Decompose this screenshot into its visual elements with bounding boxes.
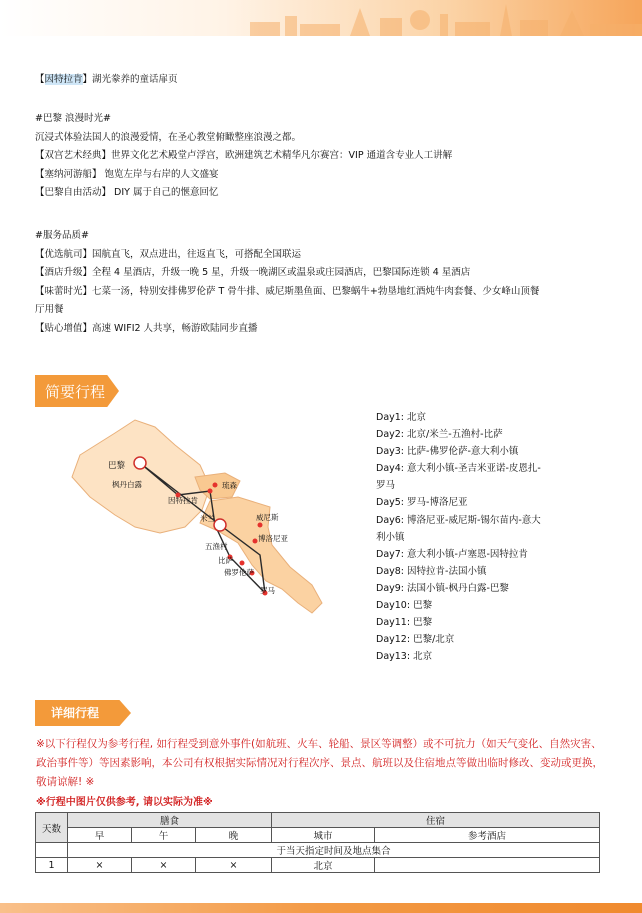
service-item: 【酒店升级】全程 4 星酒店，升级一晚 5 星，升级一晚湖区或温泉或庄园酒店，巴黎国际连锁 4 星酒店	[35, 267, 471, 278]
day-item: Day5: 罗马-博洛尼亚	[376, 497, 468, 509]
day-item: Day13: 北京	[376, 651, 433, 663]
day-item: 罗马	[376, 480, 396, 492]
top-banner-skyline	[0, 0, 642, 36]
label-cinqueterre: 五渔村	[205, 542, 228, 551]
label-pisa: 比萨	[218, 556, 233, 565]
day-item: Day6: 博洛尼亚-威尼斯-锡尔苗内-意大	[376, 514, 541, 526]
france-shape	[72, 420, 210, 533]
service-section	[35, 227, 615, 338]
service-item: 【味蕾时光】七菜一汤，特别安排佛罗伦萨 T 骨牛排、威尼斯墨鱼面、巴黎蜗牛+勃垦地红酒炖牛肉套餐、少女峰山顶餐	[35, 285, 540, 297]
label-milan: 米兰	[200, 514, 215, 523]
paris-item: 【塞纳河游船】 饱览左岸与右岸的人文盛宴	[35, 168, 219, 180]
label-paris: 巴黎	[108, 461, 126, 471]
day-item: Day1: 北京	[376, 412, 427, 423]
service-heading: #服务品质#	[35, 230, 89, 241]
service-item: 【贴心增值】高速 WIFI2 人共享，畅游欧陆同步直播	[35, 322, 258, 334]
col-days: 天数	[36, 813, 68, 843]
label-bologna: 博洛尼亚	[258, 534, 288, 543]
image-notice: ※行程中图片仅供参考, 请以实际为准※	[36, 797, 213, 808]
table-header-row	[36, 813, 600, 828]
label-rome: 罗马	[260, 586, 275, 595]
brief-itinerary-title: 简要行程	[35, 375, 105, 407]
day-item: Day10: 巴黎	[376, 600, 433, 612]
interlaken-tag: 因特拉肯	[44, 74, 83, 85]
col-dinner: 晚	[196, 828, 272, 843]
interlaken-text: 湖光豢养的童话扉页	[92, 74, 178, 85]
day-list	[376, 409, 616, 665]
day-item: Day7: 意大利小镇-卢塞恩-因特拉肯	[376, 548, 528, 560]
milan-marker	[214, 519, 226, 531]
interlaken-intro: 【因特拉肯】湖光豢养的童话扉页	[35, 74, 178, 85]
col-hotel: 参考酒店	[375, 828, 600, 843]
col-city: 城市	[272, 828, 375, 843]
itinerary-table	[35, 812, 600, 873]
route-map	[60, 415, 350, 660]
table-subheader-row	[36, 828, 600, 843]
col-meals: 膳食	[68, 813, 272, 828]
paris-item: 【双宫艺术经典】世界文化艺术殿堂卢浮宫，欧洲建筑艺术精华凡尔赛宫：VIP 通道含专业人工讲解	[35, 150, 453, 161]
skyline-decoration-icon	[0, 0, 642, 36]
day-item: Day12: 巴黎/北京	[376, 634, 455, 646]
itinerary-notice: ※以下行程仅为参考行程, 如行程受到意外事件(如航班、火车、轮船、景区等调整）或不可抗力（如天气变化、自然灾害、政治事件等）等因素影响，本公司有权根据实际情况对行程次序、景点、航班以及住宿地点等做出临时修改、变动或更换，敬请谅解! ※	[36, 738, 603, 788]
table-row: 1 × × × 北京	[36, 858, 600, 873]
label-venice: 威尼斯	[256, 513, 279, 522]
detail-itinerary-title: 详细行程	[35, 700, 131, 726]
day-item: Day9: 法国小镇-枫丹白露-巴黎	[376, 582, 509, 594]
paris-section	[35, 110, 615, 203]
day-item: Day4: 意大利小镇-圣吉米亚诺-皮恩扎-	[376, 463, 541, 475]
col-lunch: 午	[132, 828, 196, 843]
col-breakfast: 早	[68, 828, 132, 843]
day-item: Day3: 比萨-佛罗伦萨-意大利小镇	[376, 446, 519, 458]
day-item: Day11: 巴黎	[376, 617, 433, 629]
col-stay: 住宿	[272, 813, 600, 828]
paris-item: 【巴黎自由活动】 DIY 属于自己的惬意回忆	[35, 187, 219, 198]
service-item: 【优选航司】国航直飞，双点进出，往返直飞，可搭配全国联运	[35, 248, 302, 260]
paris-heading: #巴黎 浪漫时光#	[35, 113, 111, 124]
day-item: Day2: 北京/米兰-五渔村-比萨	[376, 429, 503, 441]
day-item: 利小镇	[376, 531, 405, 543]
service-item-cont: 厅用餐	[35, 304, 64, 315]
bottom-banner	[0, 903, 642, 913]
table-row	[36, 843, 600, 858]
paris-marker	[134, 457, 146, 469]
label-fontainebleau: 枫丹白露	[112, 480, 142, 489]
day-item: Day8: 因特拉肯-法国小镇	[376, 565, 487, 577]
label-florence: 佛罗伦萨	[224, 568, 254, 577]
paris-desc: 沉浸式体验法国人的浪漫爱情，在圣心教堂俯瞰整座浪漫之都。	[35, 131, 302, 143]
label-lucerne: 琉森	[222, 481, 237, 490]
meet-note: 于当天指定时间及地点集合	[68, 843, 600, 858]
label-interlaken: 因特拉肯	[168, 496, 198, 505]
